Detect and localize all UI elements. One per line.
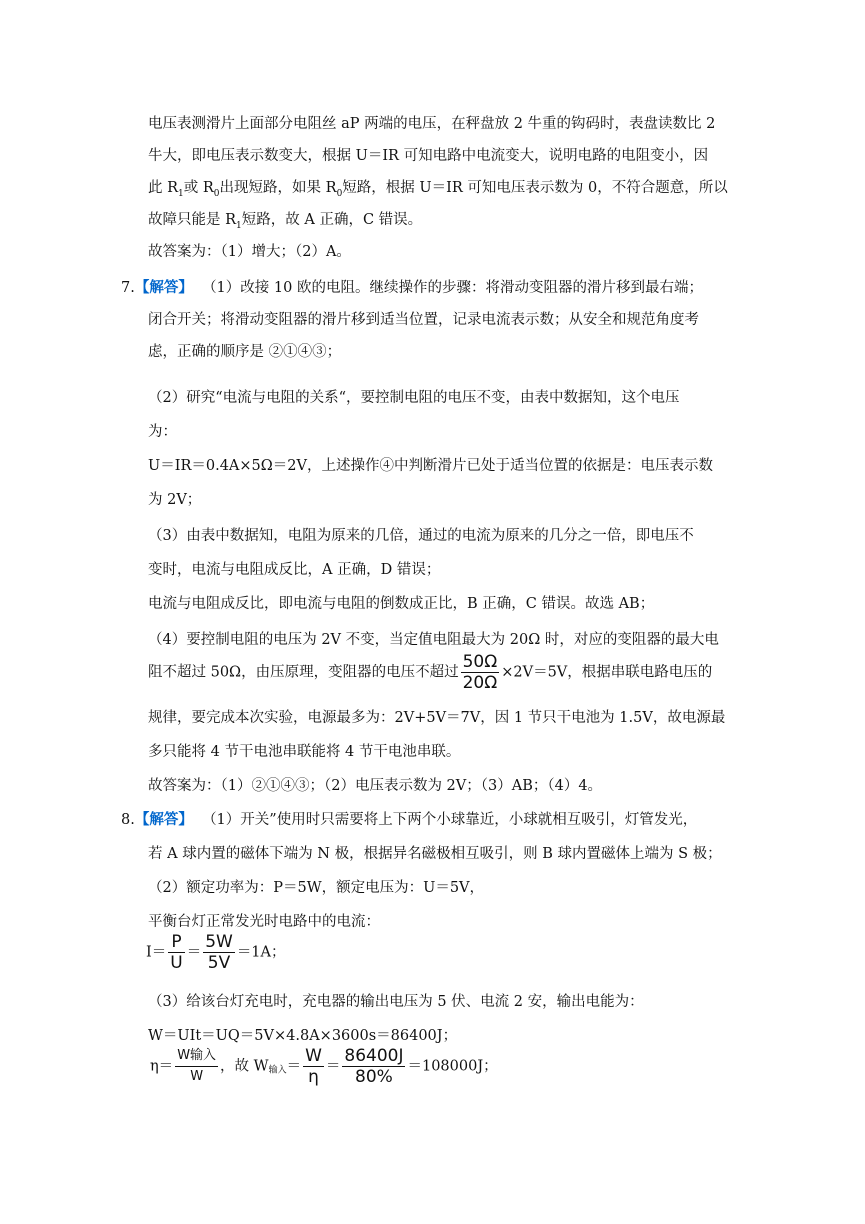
subscript: 1: [236, 220, 242, 231]
text-line: 故答案为：（1）②①④③；（2）电压表示数为 2V；（3）AB；（4）4。: [148, 778, 603, 794]
text-line: 多只能将 4 节干电池串联能将 4 节干电池串联。: [148, 744, 461, 760]
answer-tag: 【解答】: [134, 279, 193, 296]
text-span: I＝: [146, 944, 167, 961]
denominator: U: [170, 953, 183, 973]
question-number: 7.: [121, 280, 135, 296]
numerator: 5W: [205, 932, 233, 952]
text-span: ，故 W: [220, 1058, 269, 1075]
text-span: ＝1A；: [236, 944, 286, 961]
text-span: η＝: [150, 1058, 174, 1075]
numerator: W输入: [175, 1046, 218, 1067]
text-span: ＝: [325, 1058, 341, 1075]
text-span: （1）改接 10 欧的电阻。继续操作的步骤：将滑动变阻器的滑片移到最右端；: [202, 280, 703, 296]
subscript: 0: [213, 188, 220, 199]
fraction: [168, 932, 184, 973]
text-line: （4）要控制电阻的电压为 2V 不变，当定值电阻最大为 20Ω 时，对应的变阻器的最大电: [148, 632, 719, 648]
text-line: （2）额定功率为：P＝5W，额定电压为：U＝5V，: [148, 880, 485, 896]
numerator: W: [305, 1046, 322, 1066]
subscript: 0: [336, 188, 343, 199]
text-line: （3）给该台灯充电时，充电器的输出电压为 5 伏、电流 2 安，输出电能为：: [148, 994, 644, 1010]
text-line: U＝IR＝0.4A×5Ω＝2V，上述操作④中判断滑片已处于适当位置的依据是：电压表示数: [148, 458, 713, 474]
text-line: [148, 208, 422, 231]
fraction: [461, 652, 500, 693]
denominator: W: [190, 1069, 204, 1084]
fraction: [342, 1046, 405, 1087]
text-line: 电压表测滑片上面部分电阻丝 aP 两端的电压，在秤盘放 2 牛重的钩码时，表盘读数比 2: [148, 116, 716, 132]
text-line: 平衡台灯正常发光时电路中的电流：: [148, 914, 380, 930]
text-line: 若 A 球内置的磁体下端为 N 极，根据异名磁极相互吸引，则 B 球内置磁体上端为 S 极；: [148, 846, 722, 862]
text-span: ＝108000J；: [407, 1058, 498, 1075]
formula-line: [150, 1046, 498, 1087]
text-span: 阻不超过 50Ω，由压原理，变阻器的电压不超过: [148, 664, 459, 681]
text-line: （3）由表中数据知，电阻为原来的几倍，通过的电流为原来的几分之一倍，即电压不: [148, 528, 694, 544]
text-span: 此 R: [148, 180, 179, 196]
text-line: 规律，要完成本次实验，电源最多为：2V+5V＝7V，因 1 节只干电池为 1.5V，故电源最: [148, 710, 726, 726]
text-span: ×2V＝5V，根据串联电路电压的: [501, 664, 713, 681]
text-span: 短路，故 A 正确，C 错误。: [241, 212, 423, 228]
text-line: 变时，电流与电阻成反比，A 正确，D 错误；: [148, 562, 441, 578]
question-number: 8.: [121, 812, 135, 828]
text-line: 故答案为：（1）增大；（2）A。: [148, 244, 351, 260]
text-line: 为：: [148, 424, 177, 440]
fraction: [175, 1046, 218, 1087]
text-span: （1）开关”使用时只需要将上下两个小球靠近，小球就相互吸引，灯管发光，: [202, 812, 698, 828]
text-line: 牛大，即电压表示数变大，根据 U＝IR 可知电路中电流变大，说明电路的电阻变小，因: [148, 148, 709, 164]
text-span: 或 R: [183, 180, 214, 196]
formula-line: [146, 932, 286, 973]
numerator: P: [168, 932, 184, 953]
subscript: 1: [178, 188, 184, 199]
denominator: 5V: [207, 953, 231, 973]
text-span: ＝: [186, 944, 202, 961]
text-span: 故障只能是 R: [148, 212, 237, 228]
text-line: 虑，正确的顺序是 ②①④③；: [148, 344, 342, 360]
question-7-line: [121, 276, 703, 297]
text-span: 出现短路，如果 R: [219, 180, 337, 196]
denominator: 80%: [355, 1067, 393, 1087]
text-span: 短路，根据 U＝IR 可知电压表示数为 0，不符合题意，所以: [342, 180, 728, 196]
text-line: [148, 652, 712, 693]
subscript: 输入: [268, 1065, 287, 1076]
answer-tag: 【解答】: [134, 811, 193, 828]
text-line: W＝UIt＝UQ＝5V×4.8A×3600s＝86400J；: [148, 1028, 458, 1044]
text-line: [148, 176, 728, 199]
denominator: 20Ω: [462, 673, 498, 693]
numerator: 50Ω: [462, 652, 498, 672]
text-line: 电流与电阻成反比，即电流与电阻的倒数成正比，B 正确，C 错误。故选 AB；: [148, 596, 655, 612]
denominator: η: [308, 1067, 319, 1087]
text-span: ＝: [286, 1058, 302, 1075]
text-line: （2）研究“电流与电阻的关系“，要控制电阻的电压不变，由表中数据知，这个电压: [148, 390, 680, 406]
text-line: 为 2V；: [148, 492, 202, 508]
fraction: [203, 932, 235, 973]
fraction: [303, 1046, 324, 1087]
question-8-line: [121, 808, 697, 829]
numerator: 86400J: [344, 1046, 404, 1066]
text-line: 闭合开关；将滑动变阻器的滑片移到适当位置，记录电流表示数；从安全和规范角度考: [148, 312, 699, 328]
